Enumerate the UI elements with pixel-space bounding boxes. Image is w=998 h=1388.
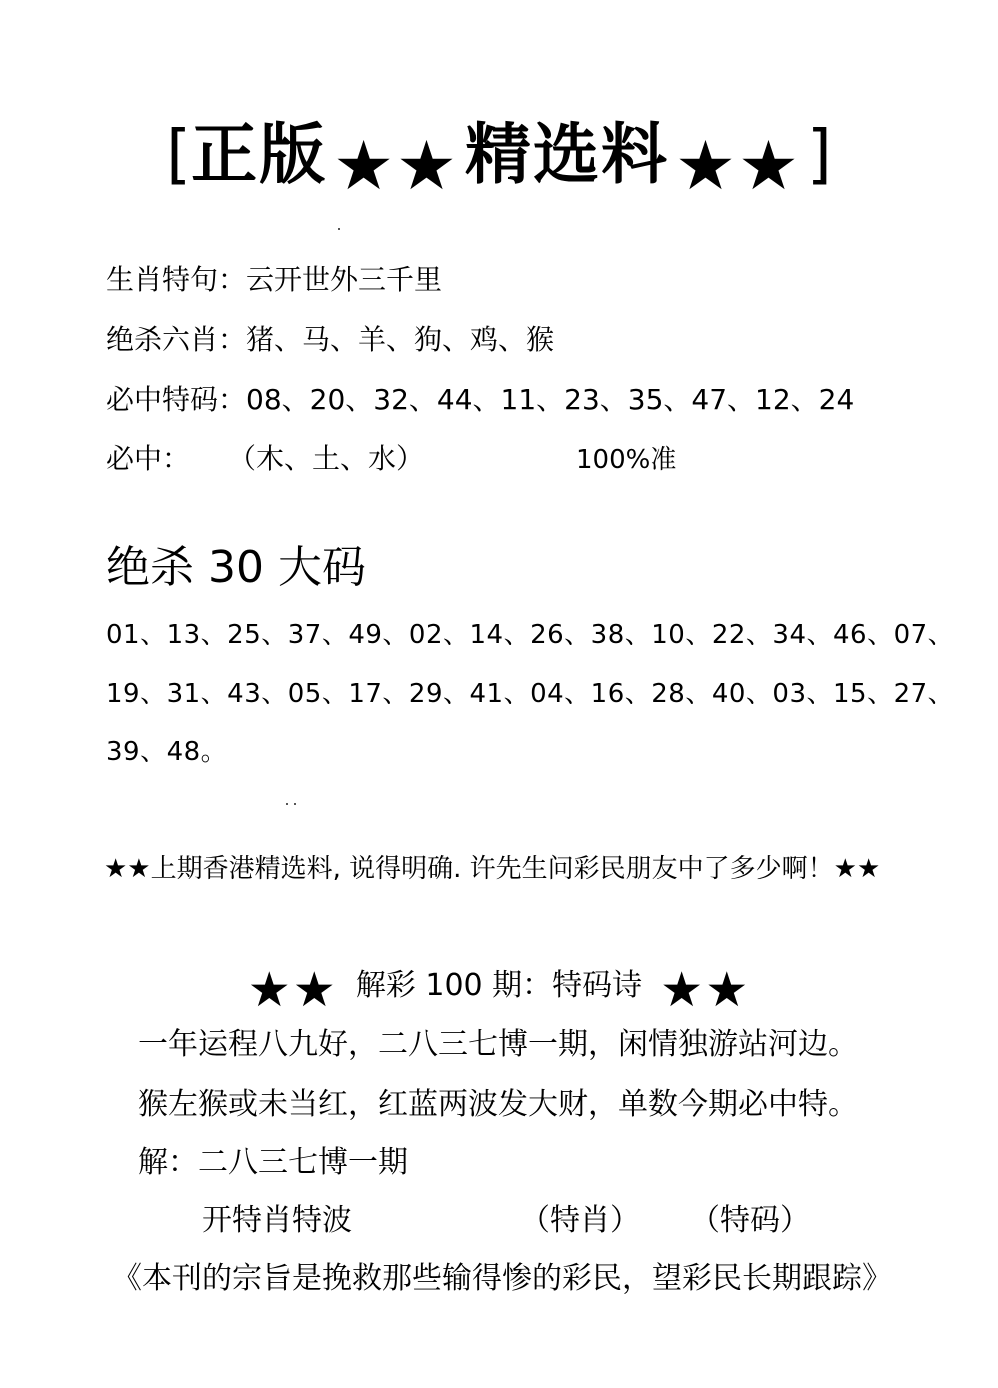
page-title xyxy=(0,105,998,205)
footer-slogan: 《本刊的宗旨是挽救那些输得惨的彩民，望彩民长期跟踪》 xyxy=(112,1261,892,1296)
speck xyxy=(338,228,340,230)
must-label: 必中： xyxy=(106,442,191,475)
title-stars-left: ★★ xyxy=(333,127,459,206)
speck xyxy=(286,803,288,805)
speck xyxy=(294,803,296,805)
special-zodiac: （特肖） xyxy=(520,1203,640,1238)
kill30-row: 39、48。 xyxy=(106,737,228,767)
special-code: （特码） xyxy=(690,1203,810,1238)
title-bracket-left: [ xyxy=(166,118,192,192)
title-stars-right: ★★ xyxy=(675,127,801,206)
title-text-main: 精选料 xyxy=(465,116,669,193)
kill30-row: 01、13、25、37、49、02、14、26、38、10、22、34、46、07、 xyxy=(106,620,955,650)
poem-line-1: 一年运程八九好，二八三七博一期，闲情独游站河边。 xyxy=(138,1027,858,1062)
section2-stars-right: ★★ xyxy=(660,962,751,1018)
title-text-left: 正版 xyxy=(191,116,328,193)
poem-line-2: 猴左猴或未当红，红蓝两波发大财，单数今期必中特。 xyxy=(138,1087,858,1122)
promo-line: ★★上期香港精选料, 说得明确. 许先生问彩民朋友中了多少啊！★★ xyxy=(104,854,881,884)
kill30-row: 19、31、43、05、17、29、41、04、16、28、40、03、15、27、 xyxy=(106,679,955,709)
open-label: 开特肖特波 xyxy=(202,1203,352,1238)
explain-line: 解：二八三七博一期 xyxy=(138,1145,408,1180)
must-elements: （木、土、水） xyxy=(228,442,425,475)
must-accuracy: 100%准 xyxy=(576,445,677,475)
section2-heading-text: 解彩 100 期：特码诗 xyxy=(355,968,643,1003)
section2-heading xyxy=(0,962,998,1018)
kill-six-zodiac: 绝杀六肖：猪、马、羊、狗、鸡、猴 xyxy=(106,323,555,356)
kill30-heading: 绝杀 30 大码 xyxy=(106,542,366,593)
section2-stars-left: ★★ xyxy=(247,962,338,1018)
title-bracket-right: ] xyxy=(806,118,832,192)
zodiac-phrase: 生肖特句：云开世外三千里 xyxy=(106,263,443,296)
must-special-codes: 必中特码：08、20、32、44、11、23、35、47、12、24 xyxy=(106,383,855,416)
